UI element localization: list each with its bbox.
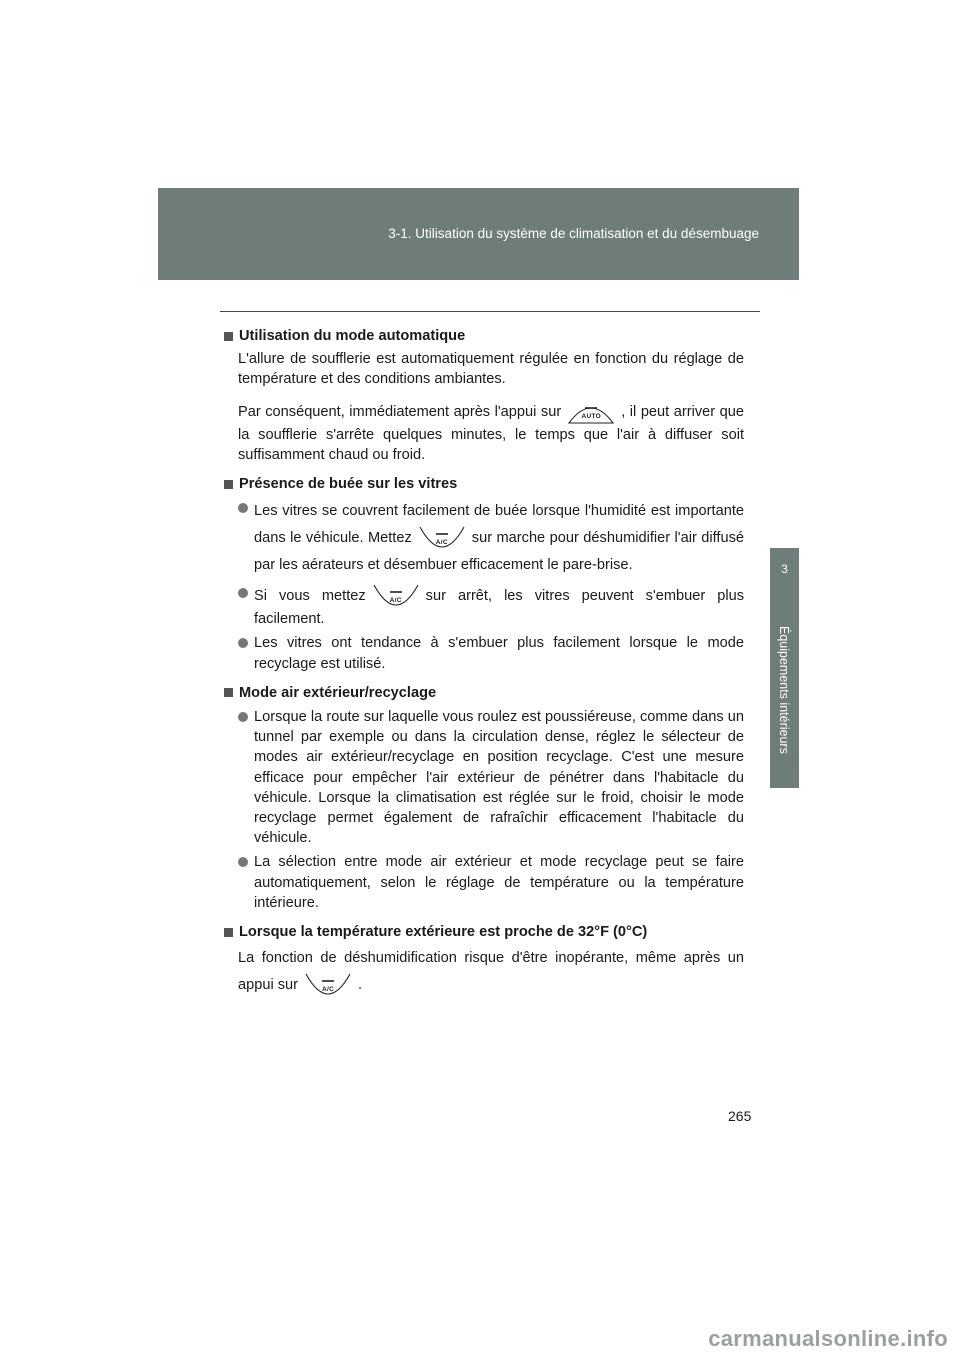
section-heading-fog: Présence de buée sur les vitres xyxy=(224,474,744,494)
chapter-label: Équipements intérieurs xyxy=(777,626,791,754)
square-bullet-icon xyxy=(224,332,233,341)
round-bullet-icon xyxy=(238,638,248,648)
square-bullet-icon xyxy=(224,480,233,489)
round-bullet-icon xyxy=(238,857,248,867)
top-rule xyxy=(220,311,760,312)
section-heading-recirc: Mode air extérieur/recyclage xyxy=(224,683,744,703)
header-band xyxy=(158,188,799,280)
list-item: Les vitres se couvrent facilement de buée lorsque l'humidité est importante dans le véhicule. Mettez A/C sur marche pour déshumidifier l'air diffusé par les aérateurs et désembuer efficacement le pare-brise. xyxy=(238,498,744,579)
list-item: Lorsque la route sur laquelle vous roulez est poussiéreuse, comme dans un tunnel par exemple ou dans la circulation dense, réglez le sélecteur de modes air extérieur/recyclage en position recyclage. C'est une mesure efficace pour empêcher l'air extérieur de pénétrer dans l'habitacle du véhicule. Lorsque la climatisation est réglée sur le froid, choisir le mode recyclage permet également de rafraîchir efficacement l'habitacle du véhicule. xyxy=(238,707,744,848)
chapter-number: 3 xyxy=(781,562,788,576)
square-bullet-icon xyxy=(224,688,233,697)
ac-button-icon: A/C xyxy=(418,525,466,551)
list-item: La sélection entre mode air extérieur et mode recyclage peut se faire automatiquement, selon le réglage de température ou la température intérieure. xyxy=(238,852,744,913)
list-item: Si vous mettez A/C sur arrêt, les vitres peuvent s'embuer plus facilement. xyxy=(238,583,744,629)
auto-button-icon: AUTO xyxy=(567,399,615,425)
paragraph: Par conséquent, immédiatement après l'appui sur AUTO , il peut arriver que la soufflerie s'arrête quelques minutes, le temps que l'air à diffuser soit suffisamment chaud ou froid. xyxy=(238,399,744,465)
chapter-side-tab xyxy=(770,548,799,788)
page-number: 265 xyxy=(728,1108,752,1124)
section-heading-cold: Lorsque la température extérieure est proche de 32°F (0°C) xyxy=(224,922,744,942)
square-bullet-icon xyxy=(224,928,233,937)
round-bullet-icon xyxy=(238,588,248,598)
ac-button-icon: A/C xyxy=(304,972,352,998)
chapter-title: 3-1. Utilisation du système de climatisation et du désembuage xyxy=(388,226,759,241)
paragraph: L'allure de soufflerie est automatiquement régulée en fonction du réglage de température et des conditions ambiantes. xyxy=(238,351,744,388)
page-content xyxy=(224,326,744,999)
watermark: carmanualsonline.info xyxy=(708,1326,948,1351)
section-heading-auto: Utilisation du mode automatique xyxy=(224,326,744,346)
paragraph: La fonction de déshumidification risque d'être inopérante, même après un appui sur A/C . xyxy=(238,945,744,999)
round-bullet-icon xyxy=(238,712,248,722)
list-item: Les vitres ont tendance à s'embuer plus facilement lorsque le mode recyclage est utilisé. xyxy=(238,633,744,673)
round-bullet-icon xyxy=(238,503,248,513)
ac-button-icon: A/C xyxy=(372,583,420,609)
